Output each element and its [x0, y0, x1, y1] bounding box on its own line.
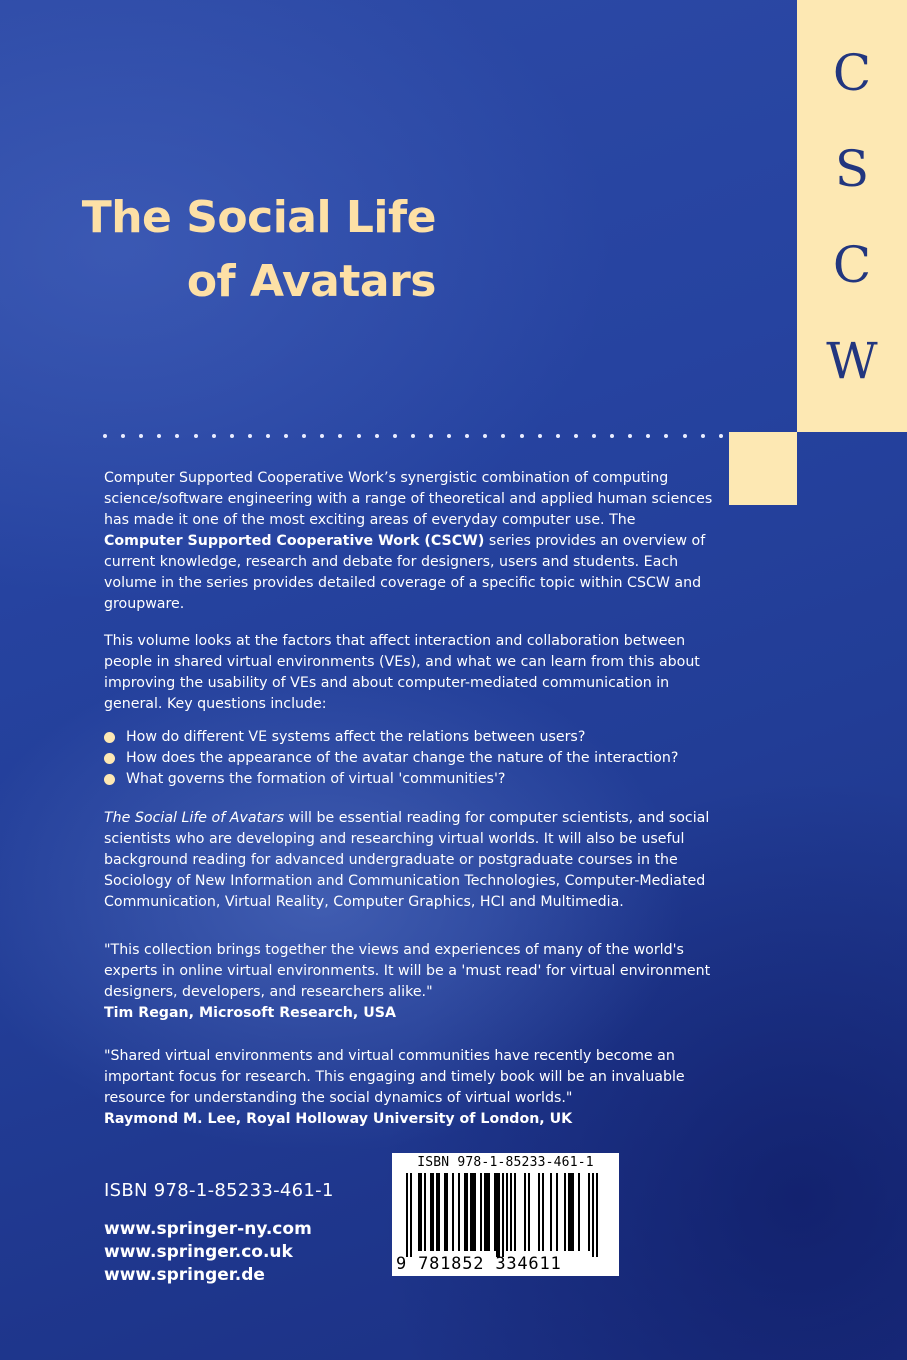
barcode-bar [466, 1173, 468, 1251]
barcode-bar [452, 1173, 454, 1251]
barcode-bar [498, 1173, 500, 1257]
barcode-bar [510, 1173, 512, 1251]
blurb-paragraph-2: This volume looks at the factors that affect interaction and collaboration between people in shared virtual environments (VEs), and what we can learn from this about improving the usability of VEs and about computer-mediated communication in general. Key questions include: [104, 633, 700, 712]
barcode-bar [514, 1173, 516, 1251]
quote-attribution: Raymond M. Lee, Royal Holloway University of London, UK [104, 1111, 573, 1127]
divider-dot [103, 434, 107, 438]
divider-dot [375, 434, 379, 438]
barcode-bar [596, 1173, 598, 1257]
divider-dot [664, 434, 668, 438]
divider-dot [357, 434, 361, 438]
divider-dot [248, 434, 252, 438]
barcode-bar [568, 1173, 570, 1251]
url-link[interactable]: www.springer-ny.com [104, 1219, 312, 1239]
barcode-bar [474, 1173, 476, 1251]
url-link[interactable]: www.springer.co.uk [104, 1242, 293, 1262]
barcode-bars [400, 1173, 611, 1257]
barcode-bar [564, 1173, 566, 1251]
series-letter: S [834, 140, 870, 198]
barcode-bar [406, 1173, 408, 1257]
quote-text: "This collection brings together the views and experiences of many of the world's experts in online virtual environments. It will be a 'must read' for virtual environment designers, developers, and researchers alike." [104, 942, 711, 1000]
barcode-bar [484, 1173, 486, 1251]
divider-dot [230, 434, 234, 438]
quote-1 [104, 940, 714, 1024]
divider-dot [411, 434, 415, 438]
barcode-bar [438, 1173, 440, 1251]
quote-attribution: Tim Regan, Microsoft Research, USA [104, 1005, 396, 1021]
barcode-bar [430, 1173, 432, 1251]
decorative-square [729, 432, 797, 505]
barcode-bar [542, 1173, 544, 1251]
barcode-bar [538, 1173, 540, 1251]
barcode [392, 1153, 619, 1276]
title-line-1: The Social Life [81, 192, 436, 243]
divider-dot [121, 434, 125, 438]
url-link[interactable]: www.springer.de [104, 1265, 265, 1285]
blurb-paragraph-1: Computer Supported Cooperative Work’s synergistic combination of computing science/software engineering with a range of theoretical and applied human sciences has made it one of the most exciting areas of everyday computer use. The Computer Supported Cooperative Work (CSCW) series provides an overview of current knowledge, research and debate for designers, users and students. Each volume in the series provides detailed coverage of a specific topic within CSCW and groupware. [104, 470, 713, 612]
divider-dot [592, 434, 596, 438]
list-item: What governs the formation of virtual 'communities'? [104, 769, 714, 790]
divider-dot [302, 434, 306, 438]
barcode-bar [446, 1173, 448, 1251]
divider-dot [719, 434, 723, 438]
barcode-isbn-label: ISBN 978-1-85233-461-1 [417, 1155, 594, 1170]
divider-dot [501, 434, 505, 438]
divider-dot [538, 434, 542, 438]
barcode-bar [502, 1173, 504, 1257]
series-letter: C [832, 44, 872, 102]
series-letter: W [826, 332, 878, 390]
barcode-bar [488, 1173, 490, 1251]
barcode-bar [550, 1173, 552, 1251]
barcode-bar [570, 1173, 572, 1251]
blurb-paragraph-3: The Social Life of Avatars will be essential reading for computer scientists, and social scientists who are developing and researching virtual worlds. It will also be useful background reading for advanced undergraduate or postgraduate courses in the Sociology of New Information and Communication Technologies, Computer-Mediated Communication, Virtual Reality, Computer Graphics, HCI and Multimedia. [104, 810, 710, 910]
barcode-bar [496, 1173, 498, 1257]
barcode-bar [424, 1173, 426, 1251]
title-line-2: of Avatars [186, 256, 436, 307]
quote-text: "Shared virtual environments and virtual communities have recently become an important focus for research. This engaging and timely book will be an invaluable resource for understanding the social dynamics of virtual worlds." [104, 1048, 685, 1106]
series-label-bar [797, 0, 907, 432]
barcode-bar [464, 1173, 466, 1251]
barcode-bar [592, 1173, 594, 1257]
divider-dot [574, 434, 578, 438]
divider-dot [556, 434, 560, 438]
list-item: How do different VE systems affect the relations between users? [104, 727, 714, 748]
quote-2 [104, 1046, 714, 1130]
barcode-digits: 9 781852 334611 [396, 1254, 562, 1274]
divider-dot [465, 434, 469, 438]
divider-dot [447, 434, 451, 438]
barcode-bar [458, 1173, 460, 1251]
barcode-bar [572, 1173, 574, 1251]
barcode-bar [410, 1173, 412, 1257]
barcode-bar [528, 1173, 530, 1251]
barcode-bar [432, 1173, 434, 1251]
divider-dot [683, 434, 687, 438]
divider-dot [266, 434, 270, 438]
divider-dot [520, 434, 524, 438]
barcode-bar [444, 1173, 446, 1251]
blurb [104, 468, 714, 1152]
divider-dot [338, 434, 342, 438]
barcode-bar [480, 1173, 482, 1251]
divider-dot [628, 434, 632, 438]
book-title [0, 186, 436, 314]
divider-dot [194, 434, 198, 438]
barcode-bar [470, 1173, 472, 1251]
barcode-bar [494, 1173, 496, 1251]
publisher-urls [104, 1218, 312, 1287]
barcode-bar [588, 1173, 590, 1251]
divider-dot [139, 434, 143, 438]
divider-dot [429, 434, 433, 438]
divider-dot [610, 434, 614, 438]
divider-dot [320, 434, 324, 438]
divider-dot [157, 434, 161, 438]
divider-dot [483, 434, 487, 438]
barcode-bar [524, 1173, 526, 1251]
barcode-bar [486, 1173, 488, 1251]
isbn-text: ISBN 978-1-85233-461-1 [104, 1180, 334, 1201]
divider-dot [284, 434, 288, 438]
divider-dot [646, 434, 650, 438]
barcode-bar [418, 1173, 420, 1251]
barcode-bar [436, 1173, 438, 1251]
key-questions-list [104, 727, 714, 790]
barcode-bar [556, 1173, 558, 1251]
list-item: How does the appearance of the avatar change the nature of the interaction? [104, 748, 714, 769]
divider-dot [175, 434, 179, 438]
dotted-divider [103, 429, 723, 443]
barcode-bar [420, 1173, 422, 1251]
divider-dot [212, 434, 216, 438]
barcode-bar [472, 1173, 474, 1251]
barcode-bar [578, 1173, 580, 1251]
divider-dot [701, 434, 705, 438]
series-letter: C [832, 236, 872, 294]
barcode-bar [506, 1173, 508, 1251]
divider-dot [393, 434, 397, 438]
